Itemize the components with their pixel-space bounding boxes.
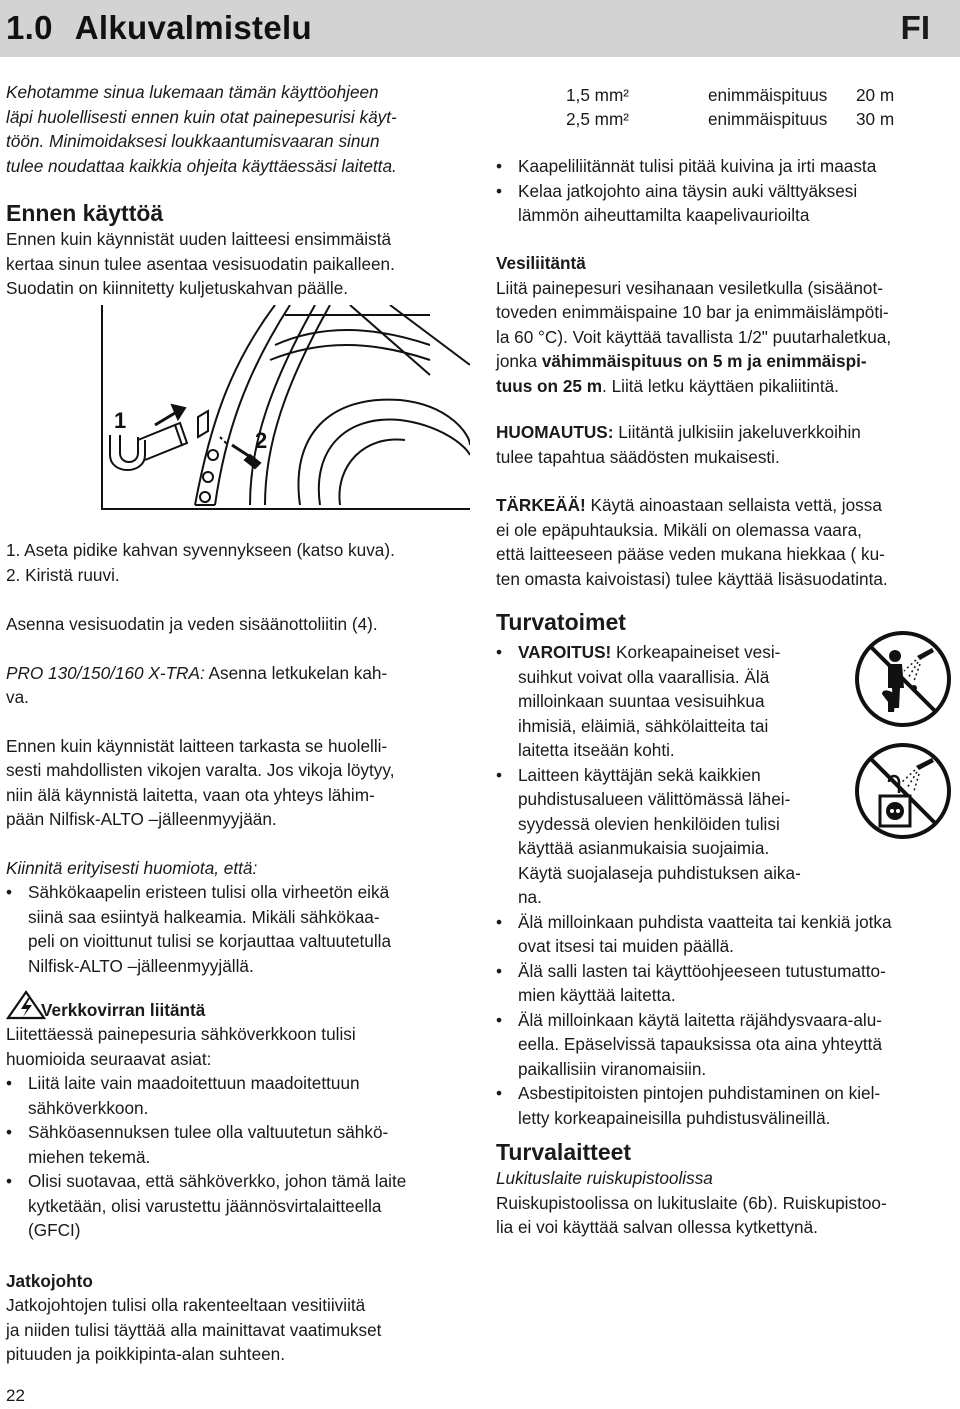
attention-bullet-line: peli on vioittunut tulisi se korjauttaa valtuutetulla — [28, 931, 392, 951]
check-line: Ennen kuin käynnistät laitteen tarkasta se huolelli- — [6, 735, 388, 756]
water-text: . Liitä letku käyttäen pikaliitintä. — [602, 375, 839, 396]
mains-intro-line: huomioida seuraavat asiat: — [6, 1048, 212, 1069]
note-section — [496, 420, 956, 469]
water-emphasis: tuus on 25 m — [496, 375, 603, 396]
list-item — [496, 1008, 956, 1082]
safety-bullet-line: ovat itsesi tai muiden päällä. — [518, 936, 734, 956]
water-emphasis: vähimmäispituus on 5 m ja enimmäispi- — [541, 351, 867, 371]
safety-bullet-line: mien käyttää laitetta. — [518, 985, 676, 1005]
cable-bullet-line: • Kelaa jatkojohto aina täysin auki välttyäksesi — [518, 180, 858, 201]
mains-bullet-line: • Liitä laite vain maadoitettuun maadoitettuun — [28, 1073, 360, 1093]
section-title — [6, 8, 312, 48]
devices-line: Ruiskupistoolissa on lukituslaite (6b). Ruiskupistoo- — [496, 1192, 887, 1213]
important-text: Käytä ainoastaan sellaista vettä, jossa — [585, 495, 882, 515]
spec-label: enimmäispituus — [708, 85, 828, 105]
before-use-line: Ennen kuin käynnistät uuden laitteesi ensimmäistä — [6, 229, 392, 249]
pro-model: PRO 130/150/160 X-TRA: — [6, 662, 205, 683]
mains-bullet-line: (GFCI) — [28, 1220, 81, 1240]
safety-bullet-line: letty korkeapaineisilla puhdistusvälineillä. — [518, 1107, 831, 1128]
water-text: jonka — [496, 351, 542, 371]
warning-text: Korkeapaineiset vesi- — [611, 642, 781, 662]
left-column-lower — [6, 538, 476, 978]
page-header — [0, 0, 960, 57]
intro-line: läpi huolellisesti ennen kuin otat painepesurisi käyt- — [6, 106, 397, 127]
mains-bullet-line: sähköverkkoon. — [28, 1097, 149, 1118]
important-section — [496, 493, 956, 591]
spec-length: 20 m — [856, 85, 895, 105]
safety-bullet-line: käyttää asianmukaisia suojaimia. — [518, 838, 770, 858]
cable-bullet-line: • Kaapeliliitännät tulisi pitää kuivina ja irti maasta — [518, 156, 877, 176]
note-label: HUOMAUTUS: — [496, 422, 614, 442]
check-line: niin älä käynnistä laitetta, vaan ota yhteys lähim- — [6, 784, 375, 805]
safety-bullet-line: ihmisiä, eläimiä, sähkölaitteita tai — [518, 715, 769, 736]
safety-heading: Turvatoimet — [496, 609, 626, 635]
note-text: Liitäntä julkisiin jakeluverkkoihin — [613, 422, 861, 442]
before-use-line: kertaa sinun tulee asentaa vesisuodatin paikalleen. — [6, 253, 395, 274]
list-item — [496, 1081, 956, 1130]
filter-mount-illustration — [100, 305, 470, 510]
no-spraying-electrical-icon — [852, 738, 954, 844]
list-item — [496, 154, 956, 179]
warning-icon — [6, 990, 46, 1020]
spec-length: 30 m — [856, 109, 895, 129]
section-number: 1.0 — [6, 9, 53, 46]
page-number: 22 — [6, 1386, 25, 1405]
water-section — [496, 251, 956, 398]
safety-bullet-line: paikallisiin viranomaisiin. — [518, 1058, 707, 1079]
important-label: TÄRKEÄÄ! — [496, 495, 586, 515]
attention-bullet-line: • Sähkökaapelin eristeen tulisi olla virheetön eikä — [28, 882, 390, 902]
extension-line: ja niiden tulisi täyttää alla mainittavat vaatimukset — [6, 1319, 382, 1340]
spec-area: 1,5 mm² — [566, 85, 630, 105]
list-item — [6, 1120, 476, 1169]
before-use-line: Suodatin on kiinnitetty kuljetuskahvan päälle. — [6, 278, 349, 298]
safety-bullet-line: puhdistusalueen välittömässä lähei- — [518, 789, 791, 809]
safety-bullet-line: eella. Epäselvissä tapauksissa ota aina yhteyttä — [518, 1034, 883, 1054]
attention-bullet-line: Nilfisk-ALTO –jälleenmyyjällä. — [28, 955, 254, 976]
attention-bullet-line: siinä saa esiintyä halkeamia. Mikäli sähkökaa- — [28, 906, 380, 927]
note-line — [496, 420, 956, 445]
water-line: toveden enimmäispaine 10 bar ja enimmäislämpöti- — [496, 302, 889, 322]
important-line — [496, 493, 956, 518]
important-line: ten omasta kaivoistasi) tulee käyttää lisäsuodatinta. — [496, 568, 888, 589]
devices-section — [496, 1138, 956, 1240]
extension-heading: Jatkojohto — [6, 1270, 93, 1291]
list-item — [6, 880, 476, 978]
section-title-text: Alkuvalmistelu — [74, 9, 312, 46]
check-line: sesti mahdollisten vikojen varalta. Jos vikoja löytyy, — [6, 760, 395, 780]
mains-heading: Verkkovirran liitäntä — [41, 1000, 206, 1020]
safety-bullet-line: suihkut voivat olla vaarallisia. Älä — [518, 666, 770, 687]
warning-label: VAROITUS! — [518, 642, 612, 662]
mains-list — [6, 1071, 476, 1243]
cable-list — [496, 154, 956, 228]
figure-label-1: 1 — [114, 408, 127, 433]
pro-line2: va. — [6, 687, 29, 707]
spec-label: enimmäispituus — [708, 109, 828, 129]
devices-line: lia ei voi käyttää salvan ollessa kytkettynä. — [496, 1217, 818, 1237]
safety-bullet-line: syydessä olevien henkilöiden tulisi — [518, 813, 780, 834]
safety-bullet-line: na. — [518, 887, 542, 907]
install-text: Asenna vesisuodatin ja veden sisäänottoliitin (4). — [6, 614, 378, 634]
safety-bullet-line: Käytä suojalaseja puhdistuksen aika- — [518, 862, 801, 883]
safety-bullet-line: • Älä milloinkaan käytä laitetta räjähdysvaara-alu- — [518, 1009, 882, 1030]
extension-line: Jatkojohtojen tulisi olla rakenteeltaan vesitiiviitä — [6, 1295, 366, 1315]
spec-row — [496, 107, 956, 131]
intro-line: Kehotamme sinua lukemaan tämän käyttöohjeen — [6, 82, 379, 102]
water-line — [496, 349, 956, 374]
list-item — [6, 1169, 476, 1243]
safety-bullet-line: • Älä salli lasten tai käyttöohjeeseen tutustumatto- — [518, 960, 886, 981]
spec-area: 2,5 mm² — [566, 109, 630, 129]
step-line: 2. Kiristä ruuvi. — [6, 564, 120, 585]
safety-bullet-line: laitetta itseään kohti. — [518, 740, 675, 760]
water-line: Liitä painepesuri vesihanaan vesiletkulla (sisäänot- — [496, 277, 883, 298]
intro-line: töön. Minimoidaksesi loukkaantumisvaaran sinun — [6, 131, 380, 151]
devices-heading: Turvalaitteet — [496, 1139, 632, 1165]
filter-mount-drawing — [100, 305, 470, 510]
mains-bullet-line: • Olisi suotavaa, että sähköverkko, johon tämä laite — [28, 1171, 407, 1191]
safety-bullet-line: • Älä milloinkaan puhdista vaatteita tai kenkiä jotka — [518, 911, 892, 932]
attention-list — [6, 880, 476, 978]
safety-bullet-line: • Asbestipitoisten pintojen puhdistaminen on kiel- — [518, 1083, 881, 1103]
extension-line: pituuden ja poikkipinta-alan suhteen. — [6, 1344, 286, 1364]
list-item — [496, 179, 956, 228]
step-line: 1. Aseta pidike kahvan syvennykseen (katso kuva). — [6, 540, 395, 560]
pro-line1: Asenna letkukelan kah- — [204, 662, 388, 683]
before-use-heading: Ennen käyttöä — [6, 200, 164, 226]
safety-bullet-line: milloinkaan suuntaa vesisuihkua — [518, 691, 765, 711]
mains-intro-line: Liitettäessä painepesuria sähköverkkoon tulisi — [6, 1024, 356, 1044]
water-line: la 60 °C). Voit käyttää tavallista 1/2" puutarhaletkua, — [496, 326, 892, 347]
mains-bullet-line: miehen tekemä. — [28, 1146, 151, 1167]
cable-bullet-line: lämmön aiheuttamilta kaapelivaurioilta — [518, 205, 810, 225]
mains-bullet-line: kytketään, olisi varustettu jäännösvirtalaitteella — [28, 1195, 382, 1216]
important-line: että laitteeseen pääse veden mukana hiekkaa ( ku- — [496, 544, 885, 564]
language-code: FI — [900, 9, 930, 46]
list-item — [496, 959, 956, 1008]
mains-body — [6, 1022, 476, 1367]
safety-bullet-line: • Laitteen käyttäjän sekä kaikkien — [518, 764, 761, 785]
left-column — [6, 80, 476, 301]
no-spraying-people-icon — [852, 626, 954, 732]
figure-label-2: 2 — [255, 428, 268, 453]
check-line: pään Nilfisk-ALTO –jälleenmyyjään. — [6, 809, 277, 829]
pro-text — [6, 661, 476, 686]
spec-row — [496, 83, 956, 107]
devices-subheading: Lukituslaite ruiskupistoolissa — [496, 1168, 713, 1188]
water-line — [496, 374, 956, 399]
important-line: ei ole epäpuhtauksia. Mikäli on olemassa vaara, — [496, 519, 862, 540]
mains-bullet-line: • Sähköasennuksen tulee olla valtuutetun sähkö- — [28, 1122, 389, 1142]
list-item — [496, 910, 956, 959]
list-item — [6, 1071, 476, 1120]
note-line: tulee tapahtua säädösten mukaisesti. — [496, 446, 780, 467]
intro-line: tulee noudattaa kaikkia ohjeita käyttäessäsi laitetta. — [6, 155, 397, 176]
water-heading: Vesiliitäntä — [496, 253, 586, 273]
attention-heading: Kiinnitä erityisesti huomiota, että: — [6, 857, 258, 878]
